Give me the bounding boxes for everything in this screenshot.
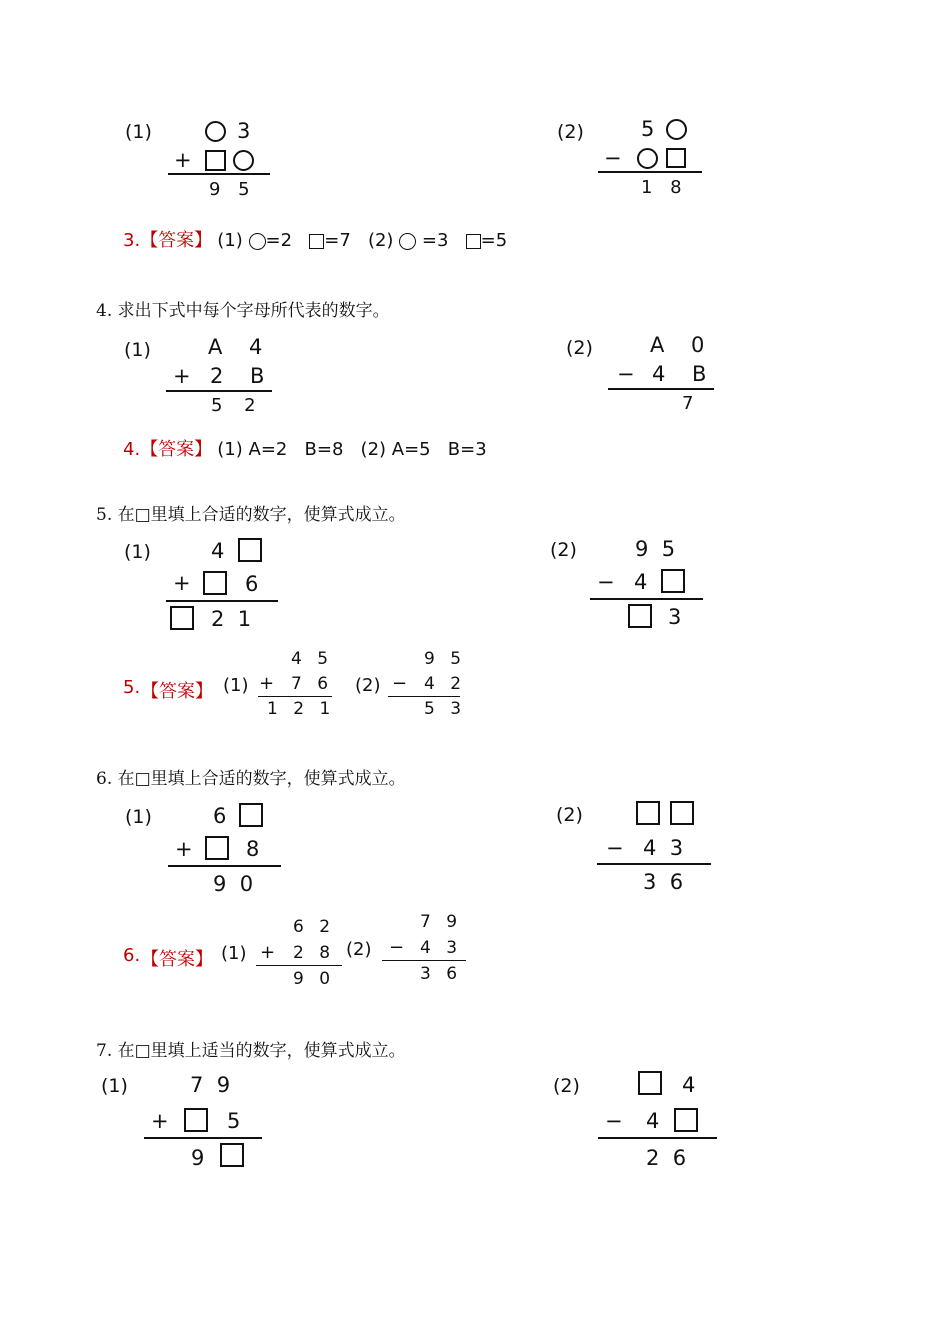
sum-line [166, 600, 278, 602]
result: 5 2 [211, 395, 264, 416]
digit: 5 [227, 1109, 241, 1133]
square-icon [309, 234, 324, 249]
square-blank-icon [674, 1108, 698, 1132]
difference-line [382, 960, 466, 961]
answer-part-label: (2) [367, 230, 394, 251]
sum-line [168, 865, 281, 867]
square-blank-icon [238, 538, 262, 562]
plus-sign: + [259, 673, 275, 694]
digit: 3 [668, 605, 682, 629]
plus-sign: + [175, 837, 193, 861]
circle-blank-icon [205, 121, 226, 142]
minus-sign: − [389, 937, 405, 958]
square-blank-icon [205, 150, 226, 171]
answer-tag: 【答案】 [141, 949, 213, 970]
plus-sign: + [260, 942, 276, 963]
circle-icon [399, 233, 416, 250]
part-label: (1) [124, 541, 151, 563]
difference-line [598, 171, 702, 173]
answer-tag: 【答案】 [140, 230, 213, 251]
part-label: (2) [553, 1075, 580, 1097]
answer-result: 5 3 [424, 699, 467, 719]
answer-second-row: 7 6 [291, 674, 334, 694]
square-blank-icon [205, 836, 229, 860]
difference-line [608, 388, 714, 390]
question-4-title: 4. 求出下式中每个字母所代表的数字。 [96, 301, 390, 321]
digit: 5 [641, 117, 655, 141]
part-label: (1) [125, 806, 152, 828]
sum-line [166, 390, 272, 392]
answer-top-row: 4 5 [291, 649, 334, 669]
sum-line [258, 696, 332, 697]
answer-second-row: 4 3 [420, 938, 463, 958]
answer-value: =7 [324, 230, 351, 251]
square-blank-icon [628, 604, 652, 628]
part-label: (2) [556, 804, 583, 826]
square-blank-icon [670, 801, 694, 825]
square-blank-icon [184, 1108, 208, 1132]
answer-part-label: (2) [346, 939, 372, 960]
answer-result: 1 2 1 [267, 699, 336, 719]
plus-sign: + [174, 148, 192, 172]
result-digits: 2 1 [211, 607, 252, 631]
digit: 3 [237, 119, 251, 143]
part-label: (2) [566, 337, 593, 359]
result: 2 6 [646, 1146, 687, 1170]
question-5-title: 5. 在□里填上合适的数字，使算式成立。 [96, 505, 406, 525]
second-row: 4 3 [643, 836, 684, 860]
result: 7 [682, 393, 694, 414]
digit: 9 [191, 1146, 205, 1170]
sum-line [144, 1137, 262, 1139]
top-row: A 4 [208, 335, 273, 359]
answer-result: 9 0 [293, 969, 336, 989]
square-blank-icon [220, 1143, 244, 1167]
difference-line [590, 598, 703, 600]
minus-sign: − [604, 146, 622, 170]
answer-number: 5. [123, 677, 141, 698]
digit: 4 [211, 539, 225, 563]
answer-number: 4. [123, 439, 141, 460]
part-label: (2) [557, 121, 584, 143]
answer-top-row: 7 9 [420, 912, 463, 932]
answer-second-row: 4 2 [424, 674, 467, 694]
answer-second-row: 2 8 [293, 943, 336, 963]
answer-tag: 【答案】 [140, 439, 213, 460]
square-blank-icon [666, 148, 686, 168]
result: 1 8 [641, 177, 688, 198]
answer-part-label: (1) [221, 943, 247, 964]
difference-line [598, 1137, 717, 1139]
part-label: (1) [125, 121, 152, 143]
square-blank-icon [239, 803, 263, 827]
minus-sign: − [617, 362, 635, 386]
answer-result: 3 6 [420, 964, 463, 984]
part-label: (1) [124, 339, 151, 361]
second-row: 4 B [652, 362, 717, 386]
plus-sign: + [151, 1109, 169, 1133]
circle-blank-icon [233, 150, 254, 171]
answer-tag: 【答案】 [141, 681, 213, 702]
answer-part-label: (2) [355, 675, 381, 696]
minus-sign: − [392, 673, 408, 694]
answer-text: (1) A=2 B=8 (2) A=5 B=3 [217, 439, 487, 460]
digit: 4 [646, 1109, 660, 1133]
square-blank-icon [638, 1071, 662, 1095]
question-7-title: 7. 在□里填上适当的数字，使算式成立。 [96, 1041, 406, 1061]
minus-sign: − [597, 570, 615, 594]
q3-answer [123, 226, 507, 252]
answer-number: 6. [123, 945, 141, 966]
square-blank-icon [170, 606, 194, 630]
answer-value: =2 [265, 230, 293, 251]
sum-line [256, 965, 342, 966]
difference-line [388, 696, 460, 697]
second-row: 2 B [210, 364, 275, 388]
minus-sign: − [605, 1109, 623, 1133]
answer-number: 3. [123, 230, 141, 251]
answer-value: =3 [421, 230, 449, 251]
digit: 4 [682, 1073, 696, 1097]
result: 3 6 [643, 870, 684, 894]
sum-line [168, 173, 270, 175]
answer-top-row: 6 2 [293, 917, 336, 937]
plus-sign: + [173, 364, 191, 388]
square-blank-icon [661, 569, 685, 593]
plus-sign: + [173, 571, 191, 595]
digit: 8 [246, 837, 260, 861]
result: 9 0 [213, 872, 254, 896]
digit: 4 [634, 570, 648, 594]
minus-sign: − [606, 836, 624, 860]
circle-blank-icon [637, 148, 658, 169]
top-row: 7 9 [190, 1073, 231, 1097]
answer-value: =5 [480, 230, 508, 251]
top-row: A 0 [650, 333, 715, 357]
difference-line [597, 863, 711, 865]
square-icon [466, 234, 481, 249]
square-blank-icon [203, 571, 227, 595]
circle-blank-icon [666, 119, 687, 140]
digit: 6 [213, 804, 227, 828]
circle-icon [249, 233, 266, 250]
q4-answer [123, 435, 487, 461]
question-6-title: 6. 在□里填上合适的数字，使算式成立。 [96, 769, 406, 789]
digit: 6 [245, 572, 259, 596]
part-label: (2) [550, 539, 577, 561]
square-blank-icon [636, 801, 660, 825]
top-row: 9 5 [635, 537, 676, 561]
answer-part-label: (1) [217, 230, 243, 251]
answer-top-row: 9 5 [424, 649, 467, 669]
result: 9 5 [209, 179, 256, 200]
part-label: (1) [101, 1075, 128, 1097]
answer-part-label: (1) [223, 675, 249, 696]
